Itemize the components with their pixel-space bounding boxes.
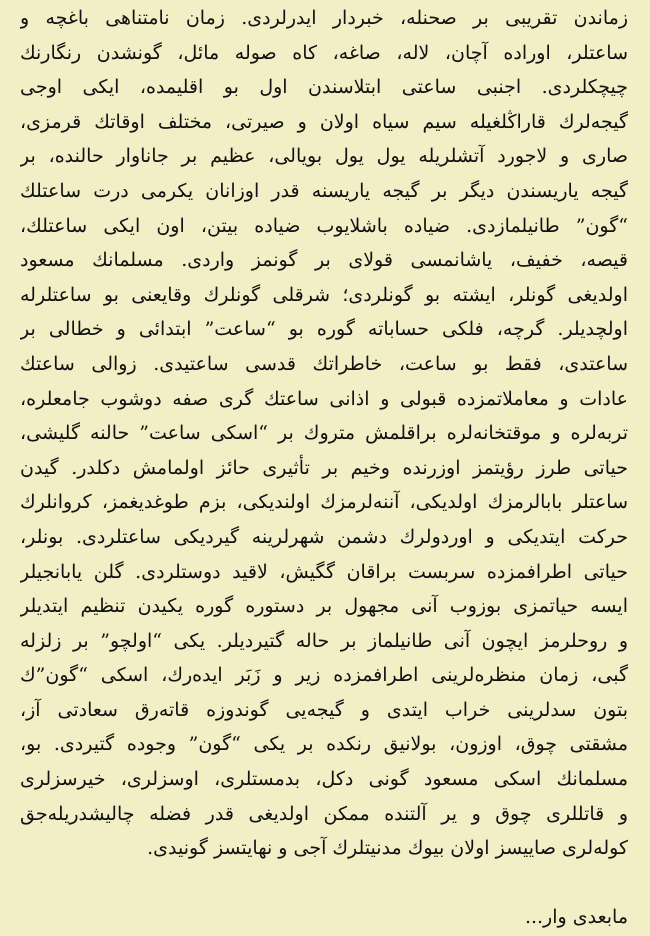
text-line: حرکت ایتدیکی و اوردولرك دشمن شهرلرینه گیردیکی ساعتلردی. بونلر، [20,525,628,548]
text-line: و روحلرمز ایچون آنی طانیلماز بر حاله گتیردیلر. یکی “اولچو” بر زلزله [20,629,628,652]
text-line: بتون سدلرینی خراب ایتدی و گیجه‌یی گوندوزه قاته‌رق سعادتی آز، [20,698,628,721]
text-line: ایسه حیاتمزی بوزوب آنی مجهول بر دستوره گوره یکیدن تنظیم ایتدیلر [20,595,628,618]
text-line: مسلمانك اسکی مسعود گونی دکل، بدمستلری، اوسزلری، خیرسزلری [20,768,628,791]
continuation-note: مابعدی وار... [524,906,628,928]
text-line: گبی، زمان منظره‌لرینی اطرافمزده زیر و زَبَر ایده‌رك، اسکی “گون”ك [20,664,628,687]
text-line: عادات و معاملاتمزده قبولی و اذانی ساعتك گری صفه دوشوب جامعلره، [20,387,628,410]
text-line: اولچدیلر. گرچه، فلکی حساباته گوره بو “ساعت” ابتدائی و خطالی بر [20,318,628,341]
text-line: مشقتی چوق، اوزون، بولانیق رنکده بر یکی “گون” وجوده گتیردی. بو، [20,733,628,756]
text-line: تربه‌لره و موقتخانه‌لره براقلمش متروك بر “اسکی ساعت” حالنه گلیشی، [20,422,628,445]
text-line: ساعتدی، فقط بو ساعت، خاطراتك قدسی ساعتیدی. زوالی ساعتك [20,352,628,375]
text-line: گیجه یاریسندن دیگر بر گیجه یاریسنه قدر اوزانان یکرمی درت ساعتلك [20,179,628,202]
text-line: ساعتلر بابالرمزك اولدیکی، آننه‌لرمزك اولندیکی، بزم طوغدیغمز، کروانلرك [20,491,628,514]
text-line: زماندن تقریبی بر صحنله، خبردار ایدرلردی. زمان نامتناهی باغچه و [20,7,628,29]
text-line: گیجه‌لرك قاراڭلغیله سیم سیاه اولان و صیرتی، مختلف اوقاتك قرمزی، [20,110,628,133]
text-line: چیچکلردی. اجنبی ساعتی ابتلاسندن اول بو اقلیمده، ایکی اوجی [20,76,628,99]
text-line: اولدیغی گونلر، ایشته بو گونلردی؛ شرقلی گونلرك وقایعنی بو ساعتلرله [20,283,628,306]
text-line: حیاتی اطرافمزده سربست براقان گگیش، لاقید دوستلردی. گلن یابانجیلر [20,560,628,583]
text-line: صاری و لاجورد آتشلریله یول یول بویالی، عظیم بر جاناوار حالنده، بر [20,145,628,168]
text-line: ساعتلر، اوراده آچان، لاله، صاغه، کاه صوله مائل، گونشدن رنگارنك [20,41,628,64]
text-line: “گون” طانیلمازدی. ضیاده باشلایوب ضیاده بیتن، اون ایکی ساعتلك، [20,214,628,237]
text-line: قیصه، خفیف، یاشانمسی قولای بر گونمز واردی. مسلمانك مسعود [20,249,628,272]
text-line-last: کوله‌لری صاییسز اولان بیوك مدنیتلرك آجی و نهایتسز گونیدی. [147,837,628,860]
body-paragraph [20,0,628,866]
text-line: حیاتی طرز رؤیتمز اوزرنده وخیم بر تأثیری حائز اولمامش دکلدر. گیدن [20,456,628,479]
text-line: و قاتللری چوق و یر آلتنده ممکن اولدیغی قدر فضله چالیشدریله‌جق [20,802,628,825]
